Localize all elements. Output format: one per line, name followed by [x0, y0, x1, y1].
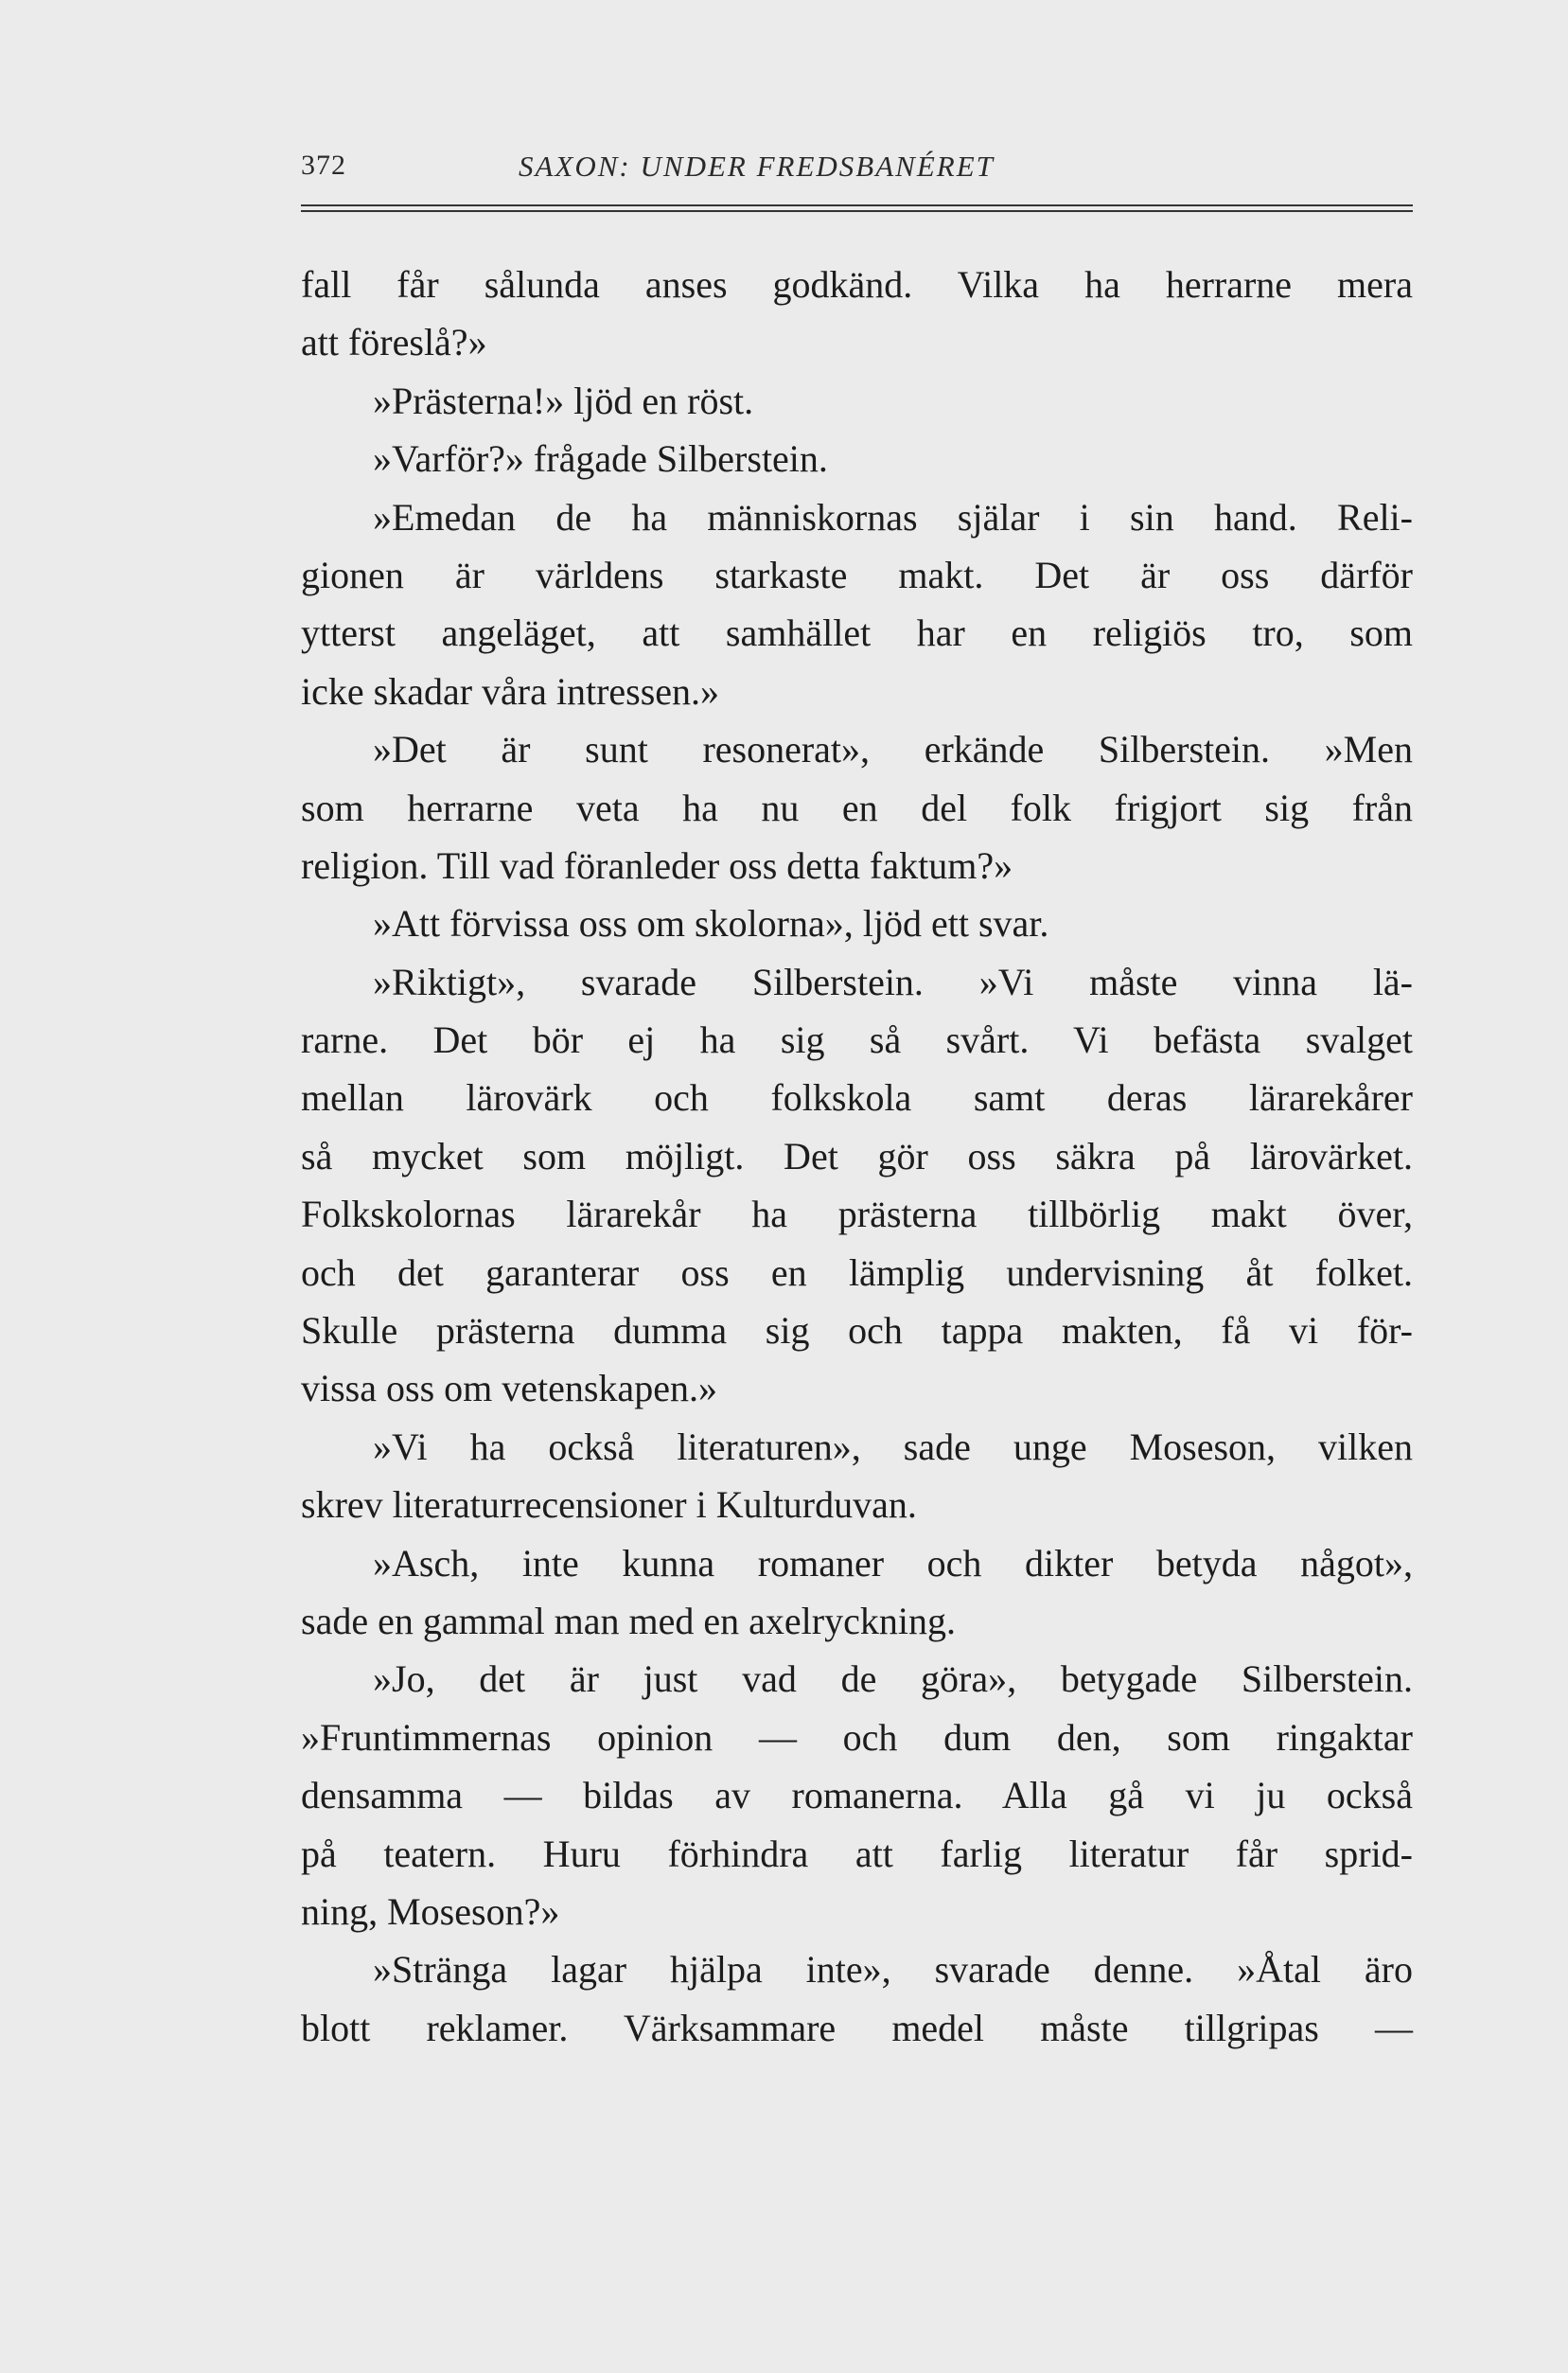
- text-line: »Riktigt», svarade Silberstein. »Vi måste vinna lä-: [373, 960, 1413, 1003]
- text-line: som herrarne veta ha nu en del folk frigjort sig från: [301, 786, 1413, 829]
- text-line: »Asch, inte kunna romaner och dikter betyda något»,: [373, 1541, 1413, 1585]
- text-line: »Varför?» frågade Silberstein.: [373, 437, 828, 481]
- text-line: »Det är sunt resonerat», erkände Silberstein. »Men: [373, 728, 1413, 771]
- text-line: »Vi ha också literaturen», sade unge Moseson, vilken: [373, 1425, 1413, 1468]
- text-line: »Fruntimmernas opinion — och dum den, som ringaktar: [301, 1715, 1413, 1759]
- text-line: blott reklamer. Värksammare medel måste tillgripas —: [301, 2006, 1413, 2049]
- header-rule: [301, 204, 1413, 212]
- text-line: skrev literaturrecensioner i Kulturduvan.: [301, 1483, 917, 1527]
- text-line: mellan lärovärk och folkskola samt deras lärarekårer: [301, 1076, 1413, 1120]
- text-line: »Emedan de ha människornas själar i sin hand. Reli-: [373, 495, 1413, 539]
- text-line: »Prästerna!» ljöd en röst.: [373, 379, 754, 422]
- text-line: icke skadar våra intressen.»: [301, 669, 720, 713]
- text-line: och det garanterar oss en lämplig undervisning åt folket.: [301, 1250, 1413, 1294]
- text-line: gionen är världens starkaste makt. Det är oss därför: [301, 553, 1413, 596]
- page-number: 372: [301, 150, 346, 181]
- text-line: »Stränga lagar hjälpa inte», svarade denne. »Åtal äro: [373, 1948, 1413, 1992]
- running-title: SAXON: UNDER FREDSBANÉRET: [519, 150, 995, 183]
- page-header: [301, 150, 1413, 195]
- text-line: densamma — bildas av romanerna. Alla gå vi ju också: [301, 1774, 1413, 1817]
- text-line: fall får sålunda anses godkänd. Vilka ha herrarne mera: [301, 263, 1413, 306]
- text-line: på teatern. Huru förhindra att farlig literatur får sprid-: [301, 1832, 1413, 1875]
- text-line: »Jo, det är just vad de göra», betygade Silberstein.: [373, 1657, 1413, 1701]
- text-line: så mycket som möjligt. Det gör oss säkra på lärovärket.: [301, 1134, 1413, 1178]
- text-line: ytterst angeläget, att samhället har en religiös tro, som: [301, 611, 1413, 655]
- text-line: Skulle prästerna dumma sig och tappa makten, få vi för-: [301, 1309, 1413, 1353]
- text-line: Folkskolornas lärarekår ha prästerna tillbörlig makt över,: [301, 1193, 1413, 1236]
- text-line: att föreslå?»: [301, 321, 487, 364]
- text-line: religion. Till vad föranleder oss detta faktum?»: [301, 843, 1013, 887]
- text-line: rarne. Det bör ej ha sig så svårt. Vi befästa svalget: [301, 1018, 1413, 1062]
- body-text: [301, 256, 1413, 2057]
- text-line: ning, Moseson?»: [301, 1889, 560, 1933]
- text-line: »Att förvissa oss om skolorna», ljöd ett svar.: [373, 902, 1049, 946]
- text-line: vissa oss om vetenskapen.»: [301, 1367, 717, 1410]
- text-line: sade en gammal man med en axelryckning.: [301, 1599, 956, 1642]
